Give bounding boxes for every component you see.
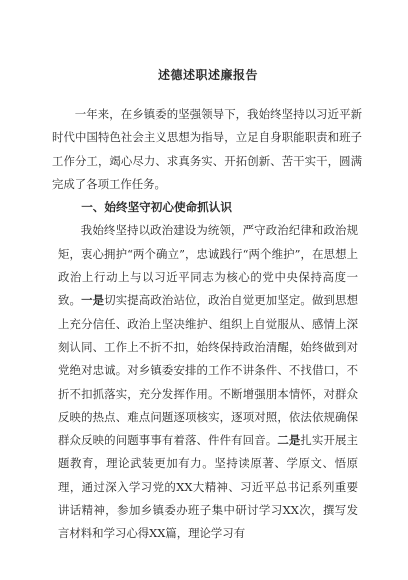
section-1-paragraph — [58, 219, 358, 545]
point-2-text: 扎实开展主题教育，理论武装更加有力。坚持读原著、学原文、悟原理，通过深入学习党的XX大精神、习近平总书记系列重要讲话精神，参加乡镇委办班子集中研讨学习XX次，撰写发言材料和学习心得XX篇，理论学习有 — [58, 433, 358, 541]
document-title: 述德述职述廉报告 — [157, 68, 258, 82]
point-2-lead: 二是 — [277, 433, 301, 448]
point-1-text: 切实提高政治站位，政治自觉更加坚定。做到思想上充分信任、政治上坚决维护、组织上自觉服从、感情上深刻认同、工作上不折不扣，始终保持政治清醒，始终做到对党绝对忠诚。对乡镇委安排的工作不讲条件、不找借口，不折不扣抓落实，充分发挥作用。不断增强朋本情怀，对群众反映的热点、难点问题逐项核实，逐项对照，依法依规确保群众反映的问题事事有着落、件件有回音。 — [58, 293, 358, 448]
section-1-heading: 一、始终坚守初心使命抓认识 — [81, 200, 232, 215]
intro-paragraph: 一年来，在乡镇委的坚强领导下，我始终坚持以习近平新时代中国特色社会主义思想为指导，立足自身职能职责和班子工作分工，竭心尽力、求真务实、开拓创新、苦干实干，圆满完成了各项工作任务。 — [52, 107, 362, 191]
section-1-text: 我始终坚持以政治建设为统领，严守政治纪律和政治规矩，衷心拥护“两个确立”，忠诚践行“两个维护”，在思想上政治上行动上与以习近平同志为核心的党中央保持高度一致。 — [58, 223, 358, 308]
point-1-lead: 一是 — [81, 293, 105, 308]
